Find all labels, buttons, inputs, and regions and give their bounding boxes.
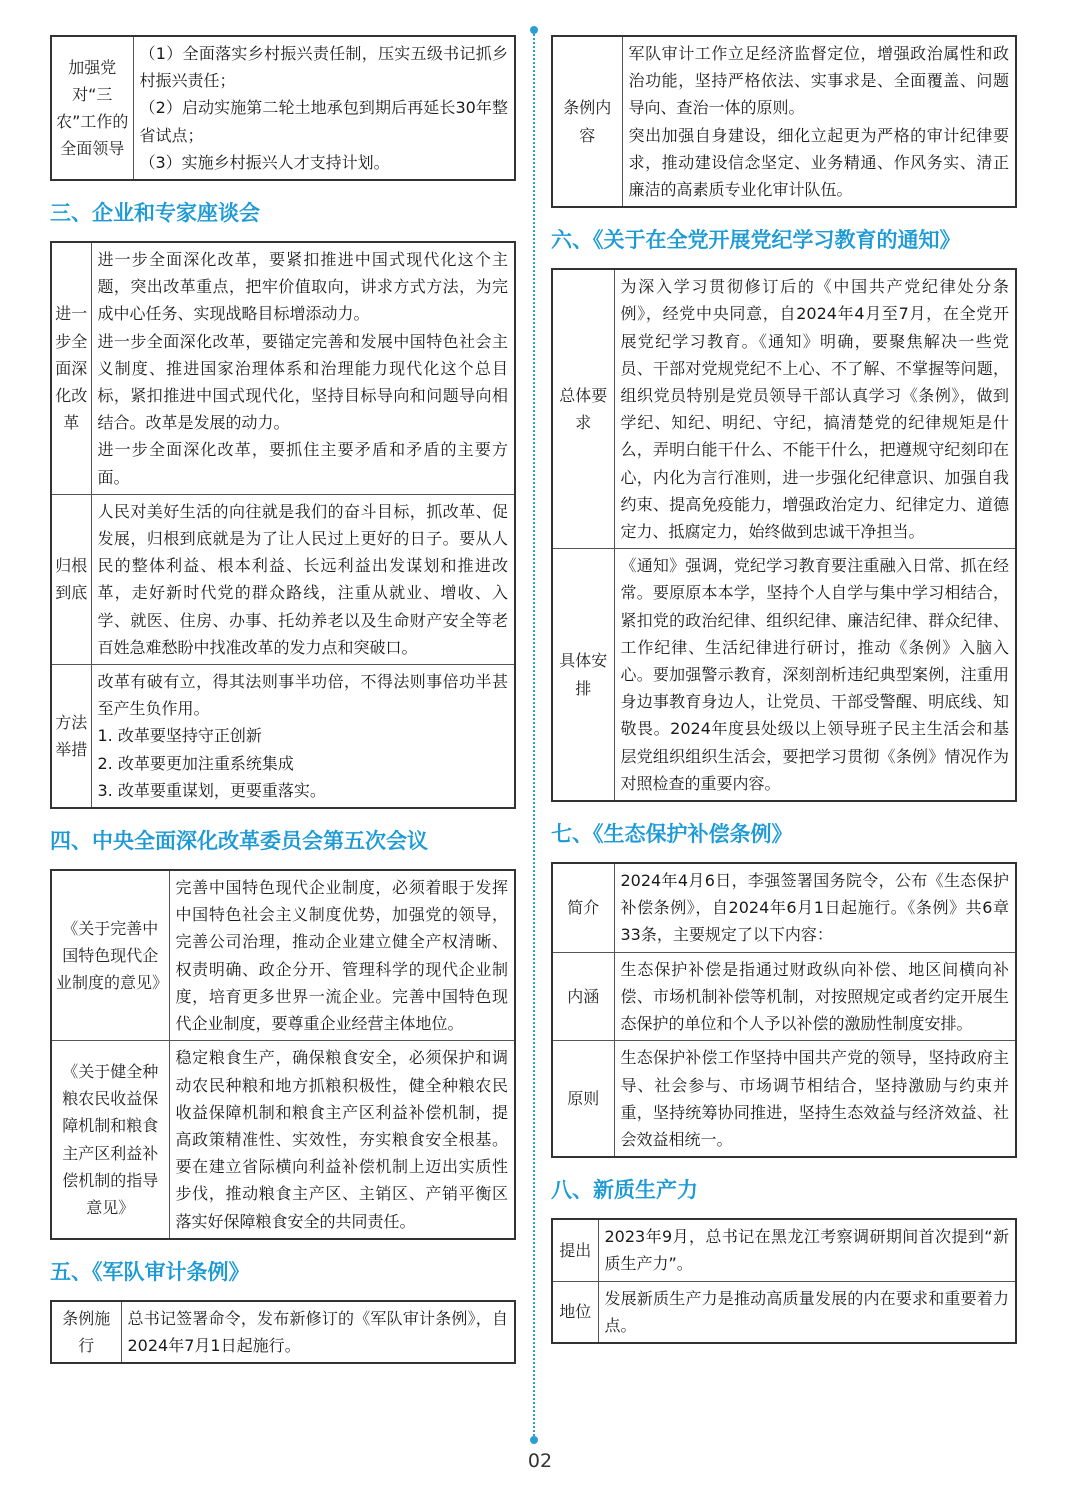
table-row [552,1281,1016,1343]
row-head: 条例施行 [51,1301,121,1363]
section-title-8: 八、新质生产力 [551,1178,698,1203]
section-title-6: 六、《关于在全党开展党纪学习教育的通知》 [551,228,961,253]
table-row [552,269,1016,549]
row-body: 完善中国特色现代企业制度，必须着眼于发挥中国特色社会主义制度优势，加强党的领导，完善公司治理，推动企业建立健全产权清晰、权责明确、政企分开、管理科学的现代企业制度，培育更多世界一流企业。完善中国特色现代企业制度，要尊重企业经营主体地位。 [169,870,515,1041]
row-head: 内涵 [552,952,614,1041]
row-head: 具体安排 [552,549,614,801]
table-row [51,36,515,180]
right-column [551,35,1017,1344]
table-sec4 [50,869,516,1240]
row-head: 地位 [552,1281,598,1343]
paragraph: 人民对美好生活的向往就是我们的奋斗目标，抓改革、促发展，归根到底就是为了让人民过上更好的日子。要从人民的整体利益、根本利益、长远利益出发谋划和推进改革，走好新时代党的群众路线，注重从就业、增收、入学、就医、住房、办事、托幼养老以及生命财产安全等老百姓急难愁盼中找准改革的发力点和突破口。 [97,501,508,657]
table-sec5 [50,1300,516,1364]
table-row [552,1219,1016,1281]
section-title-5: 五、《军队审计条例》 [50,1259,250,1284]
row-body [91,494,515,664]
list-item: 1. 改革要坚持守正创新 [97,726,262,746]
row-body: 总书记签署命令，发布新修订的《军队审计条例》，自2024年7月1日起施行。 [121,1301,515,1363]
row-head: 总体要求 [552,269,614,549]
paragraph: 进一步全面深化改革，要抓住主要矛盾和矛盾的主要方面。 [97,440,508,487]
list-item: 3. 改革要重谋划，更要重落实。 [97,780,326,800]
row-body: 生态保护补偿是指通过财政纵向补偿、地区间横向补偿、市场机制补偿等机制，对按照规定或者约定开展生态保护的单位和个人予以补偿的激励性制度安排。 [614,952,1016,1041]
section-title-7: 七、《生态保护补偿条例》 [551,822,793,847]
table-row [51,870,515,1041]
paragraph: 军队审计工作立足经济监督定位，增强政治属性和政治功能，坚持严格依法、实事求是、全面覆盖、问题导向、查治一体的原则。 [628,44,1009,118]
list-item: （1）全面落实乡村振兴责任制，压实五级书记抓乡村振兴责任； [139,44,508,91]
table-row [51,665,515,809]
row-head: 条例内容 [552,36,622,207]
list-item: （3）实施乡村振兴人才支持计划。 [139,152,390,172]
table-row [552,36,1016,207]
row-body [91,665,515,809]
row-body [622,36,1016,207]
row-body [91,242,515,494]
row-head: 加强党对“三农”工作的全面领导 [51,36,133,180]
table-row [552,952,1016,1041]
list-item: 2. 改革要更加注重系统集成 [97,753,294,773]
page-number: 02 [527,1450,553,1472]
table-row [51,1041,515,1239]
row-head: 《关于健全种粮农民收益保障机制和粮食主产区利益补偿机制的指导意见》 [51,1041,169,1239]
row-head: 进一步全面深化改革 [51,242,91,494]
row-head: 《关于完善中国特色现代企业制度的意见》 [51,870,169,1041]
table-row [552,863,1016,952]
row-head: 简介 [552,863,614,952]
row-head: 方法举措 [51,665,91,809]
table-sec6 [551,268,1017,802]
list-item: （2）启动实施第二轮土地承包到期后再延长30年整省试点； [139,98,508,145]
table-sec3 [50,241,516,809]
left-column [50,35,516,1364]
row-head: 提出 [552,1219,598,1281]
row-body: 2023年9月，总书记在黑龙江考察调研期间首次提到“新质生产力”。 [598,1219,1016,1281]
paragraph: 进一步全面深化改革，要锚定完善和发展中国特色社会主义制度、推进国家治理体系和治理能力现代化这个总目标，紧扣推进中国式现代化，坚持目标导向和问题导向相结合。改革是发展的动力。 [97,331,508,433]
section-title-3: 三、企业和专家座谈会 [50,201,260,226]
row-body: 稳定粮食生产，确保粮食安全，必须保护和调动农民种粮和地方抓粮积极性，健全种粮农民收益保障机制和粮食主产区利益补偿机制，提高政策精准性、实效性，夯实粮食安全根基。要在建立省际横向利益补偿机制上迈出实质性步伐，推动粮食主产区、主销区、产销平衡区落实好保障粮食安全的共同责任。 [169,1041,515,1239]
row-body [133,36,515,180]
row-head: 原则 [552,1041,614,1157]
paragraph: 改革有破有立，得其法则事半功倍，不得法则事倍功半甚至产生负作用。 [97,672,508,719]
table-row [51,494,515,664]
row-head: 归根到底 [51,494,91,664]
table-sannong [50,35,516,181]
row-body: 发展新质生产力是推动高质量发展的内在要求和重要着力点。 [598,1281,1016,1343]
paragraph: 突出加强自身建设，细化立起更为严格的审计纪律要求，推动建设信念坚定、业务精通、作风务实、清正廉洁的高素质专业化审计队伍。 [628,125,1009,200]
row-body: 2024年4月6日，李强签署国务院令，公布《生态保护补偿条例》，自2024年6月1日起施行。《条例》共6章33条，主要规定了以下内容： [614,863,1016,952]
table-row [51,242,515,494]
row-body: 《通知》强调，党纪学习教育要注重融入日常、抓在经常。要原原本本学，坚持个人自学与集中学习相结合，紧扣党的政治纪律、组织纪律、廉洁纪律、群众纪律、工作纪律、生活纪律进行研讨，推动《条例》入脑入心。要加强警示教育，深刻剖析违纪典型案例，注重用身边事教育身边人，让党员、干部受警醒、明底线、知敬畏。2024年度县处级以上领导班子民主生活会和基层党组织组织生活会，要把学习贯彻《条例》情况作为对照检查的重要内容。 [614,549,1016,801]
table-row [552,1041,1016,1157]
table-row [51,1301,515,1363]
table-sec7 [551,862,1017,1158]
paragraph: 进一步全面深化改革，要紧扣推进中国式现代化这个主题，突出改革重点，把牢价值取向，讲求方式方法，为完成中心任务、实现战略目标增添动力。 [97,250,508,324]
row-body: 为深入学习贯彻修订后的《中国共产党纪律处分条例》，经党中央同意，自2024年4月至7月，在全党开展党纪学习教育。《通知》明确，要聚焦解决一些党员、干部对党规党纪不上心、不了解、不掌握等问题，组织党员特别是党员领导干部认真学习《条例》，做到学纪、知纪、明纪、守纪，搞清楚党的纪律规矩是什么，弄明白能干什么、不能干什么，把遵规守纪刻印在心，内化为言行准则，进一步强化纪律意识、加强自我约束、提高免疫能力，增强政治定力、纪律定力、道德定力、抵腐定力，始终做到忠诚干净担当。 [614,269,1016,549]
table-sec8 [551,1218,1017,1344]
table-row [552,549,1016,801]
section-title-4: 四、中央全面深化改革委员会第五次会议 [50,829,428,854]
table-sec5-content [551,35,1017,208]
column-divider [533,30,535,1440]
row-body: 生态保护补偿工作坚持中国共产党的领导，坚持政府主导、社会参与、市场调节相结合，坚持激励与约束并重，坚持统筹协同推进，坚持生态效益与经济效益、社会效益相统一。 [614,1041,1016,1157]
